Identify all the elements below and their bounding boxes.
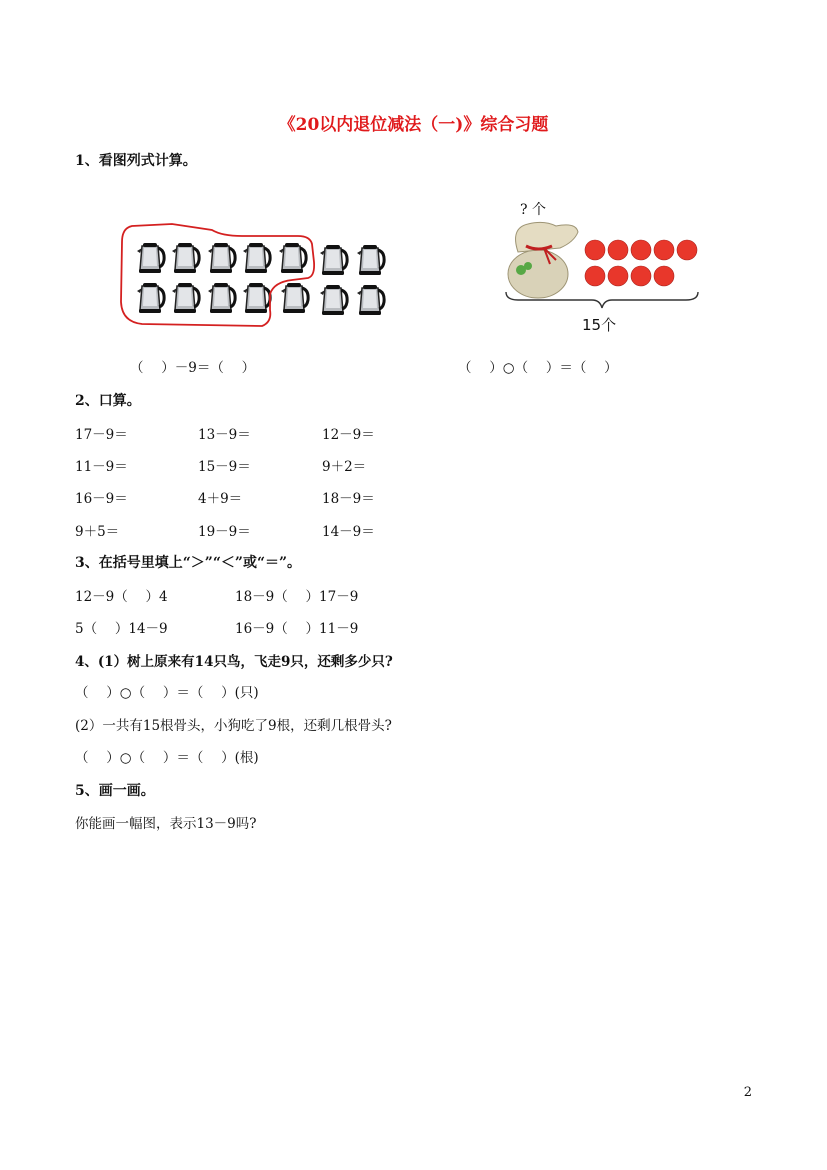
- apple-icon: [585, 266, 605, 286]
- q5-heading: 5、画一画。: [75, 783, 155, 799]
- apples-group: [582, 236, 702, 291]
- q4-subquestion-2: (2）一共有15根骨头，小狗吃了9根，还剩几根骨头?: [75, 718, 392, 734]
- page-title: 《20以内退位减法（一)》综合习题: [278, 115, 549, 135]
- compare-item: 16－9（ ）11－9: [235, 621, 359, 637]
- oral-calc-item: 9＋2＝: [322, 459, 367, 475]
- compare-item: 18－9（ ）17－9: [235, 589, 359, 605]
- q4-equation-1: （ ）○（ ）＝（ ）(只): [75, 685, 259, 701]
- apple-icon: [608, 240, 628, 260]
- apple-icon: [677, 240, 697, 260]
- oral-calc-item: 18－9＝: [322, 491, 375, 507]
- apple-icon: [654, 266, 674, 286]
- compare-item: 12－9（ ）4: [75, 589, 168, 605]
- kettles-figure: [112, 222, 392, 332]
- oral-calc-item: 4＋9＝: [198, 491, 243, 507]
- oral-calc-item: 11－9＝: [75, 459, 128, 475]
- oral-calc-item: 19－9＝: [198, 524, 251, 540]
- apple-icon: [631, 266, 651, 286]
- apple-icon: [631, 240, 651, 260]
- oral-calc-item: 9＋5＝: [75, 524, 120, 540]
- q2-heading: 2、口算。: [75, 393, 141, 409]
- apple-icon: [654, 240, 674, 260]
- oral-calc-item: 14－9＝: [322, 524, 375, 540]
- q3-heading: 3、在括号里填上“＞”“＜”或“＝”。: [75, 555, 302, 571]
- unknown-quantity-label: ? 个: [520, 202, 546, 218]
- bag-apples-figure: [500, 196, 710, 341]
- oral-calc-item: 16－9＝: [75, 491, 128, 507]
- q4-heading: 4、(1）树上原来有14只鸟，飞走9只，还剩多少只?: [75, 654, 393, 670]
- oral-calc-item: 17－9＝: [75, 427, 128, 443]
- q1-heading: 1、看图列式计算。: [75, 153, 197, 169]
- oral-calc-item: 13－9＝: [198, 427, 251, 443]
- page-number: 2: [743, 1085, 752, 1100]
- q1-equation-left: （ ）－9＝（ ）: [130, 360, 256, 376]
- oral-calc-item: 15－9＝: [198, 459, 251, 475]
- total-brace: [504, 290, 704, 312]
- total-quantity-label: 15个: [582, 316, 617, 334]
- q5-text: 你能画一幅图，表示13－9吗?: [75, 816, 257, 832]
- circled-group-outline: [112, 222, 392, 332]
- q4-equation-2: （ ）○（ ）＝（ ）(根): [75, 750, 259, 766]
- apple-icon: [585, 240, 605, 260]
- compare-item: 5（ ）14－9: [75, 621, 168, 637]
- apple-icon: [608, 266, 628, 286]
- money-bag-icon: [504, 216, 584, 301]
- oral-calc-item: 12－9＝: [322, 427, 375, 443]
- q1-equation-right: （ ）○（ ）＝（ ）: [458, 360, 618, 376]
